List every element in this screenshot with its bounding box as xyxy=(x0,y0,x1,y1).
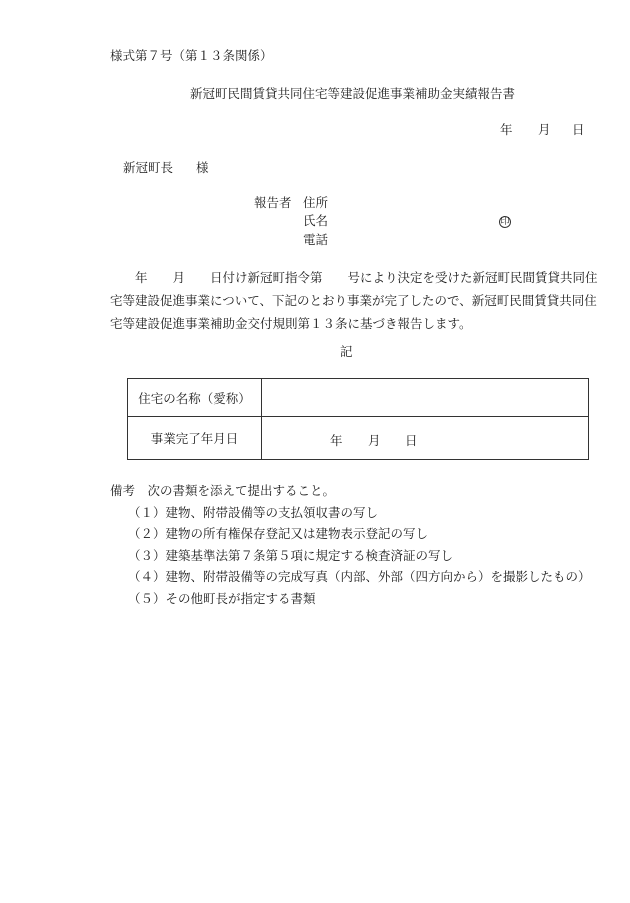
notes-heading: 備考 次の書類を添えて提出すること。 xyxy=(110,483,336,498)
form-number: 様式第７号（第１３条関係） xyxy=(110,48,273,63)
completion-day: 日 xyxy=(405,433,418,448)
housing-name-label: 住宅の名称（愛称） xyxy=(128,379,262,417)
ki-heading: 記 xyxy=(340,344,353,359)
completion-date-label: 事業完了年月日 xyxy=(128,417,262,460)
list-item: （５）その他町長が指定する書類 xyxy=(128,590,316,606)
housing-name-value[interactable] xyxy=(262,379,589,417)
date-day: 日 xyxy=(572,122,585,137)
body-paragraph xyxy=(110,266,598,335)
phone-label: 電話 xyxy=(303,232,329,247)
body-line: 年 月 日付け新冠町指令第 号により決定を受けた新冠町民間賃貸共同住 xyxy=(110,270,598,285)
date-year: 年 xyxy=(500,122,513,137)
addressee-honorific: 様 xyxy=(196,160,209,175)
report-table xyxy=(127,378,589,460)
page-title: 新冠町民間賃貸共同住宅等建設促進事業補助金実績報告書 xyxy=(190,86,516,101)
name-label: 氏名 xyxy=(303,213,329,228)
notes xyxy=(110,480,591,609)
reporter-label: 報告者 xyxy=(254,195,292,210)
address-label: 住所 xyxy=(303,195,329,210)
addressee-name: 新冠町長 xyxy=(123,160,174,175)
list-item: （２）建物の所有権保存登記又は建物表示登記の写し xyxy=(128,526,429,541)
completion-year: 年 xyxy=(330,433,343,448)
list-item: （１）建物、附帯設備等の支払領収書の写し xyxy=(128,504,379,520)
date-month: 月 xyxy=(538,122,551,137)
table-row xyxy=(128,379,589,417)
list-item: （３）建築基準法第７条第５項に規定する検査済証の写し xyxy=(128,547,454,563)
completion-month: 月 xyxy=(368,433,381,448)
table-row xyxy=(128,417,589,460)
body-line: 宅等建設促進事業補助金交付規則第１３条に基づき報告します。 xyxy=(110,316,472,331)
seal-icon: 印 xyxy=(500,216,510,227)
list-item: （４）建物、附帯設備等の完成写真（内部、外部（四方向から）を撮影したもの） xyxy=(128,569,591,584)
completion-date-value[interactable] xyxy=(262,417,589,460)
body-line: 宅等建設促進事業について、下記のとおり事業が完了したので、新冠町民間賃貸共同住 xyxy=(110,293,597,308)
